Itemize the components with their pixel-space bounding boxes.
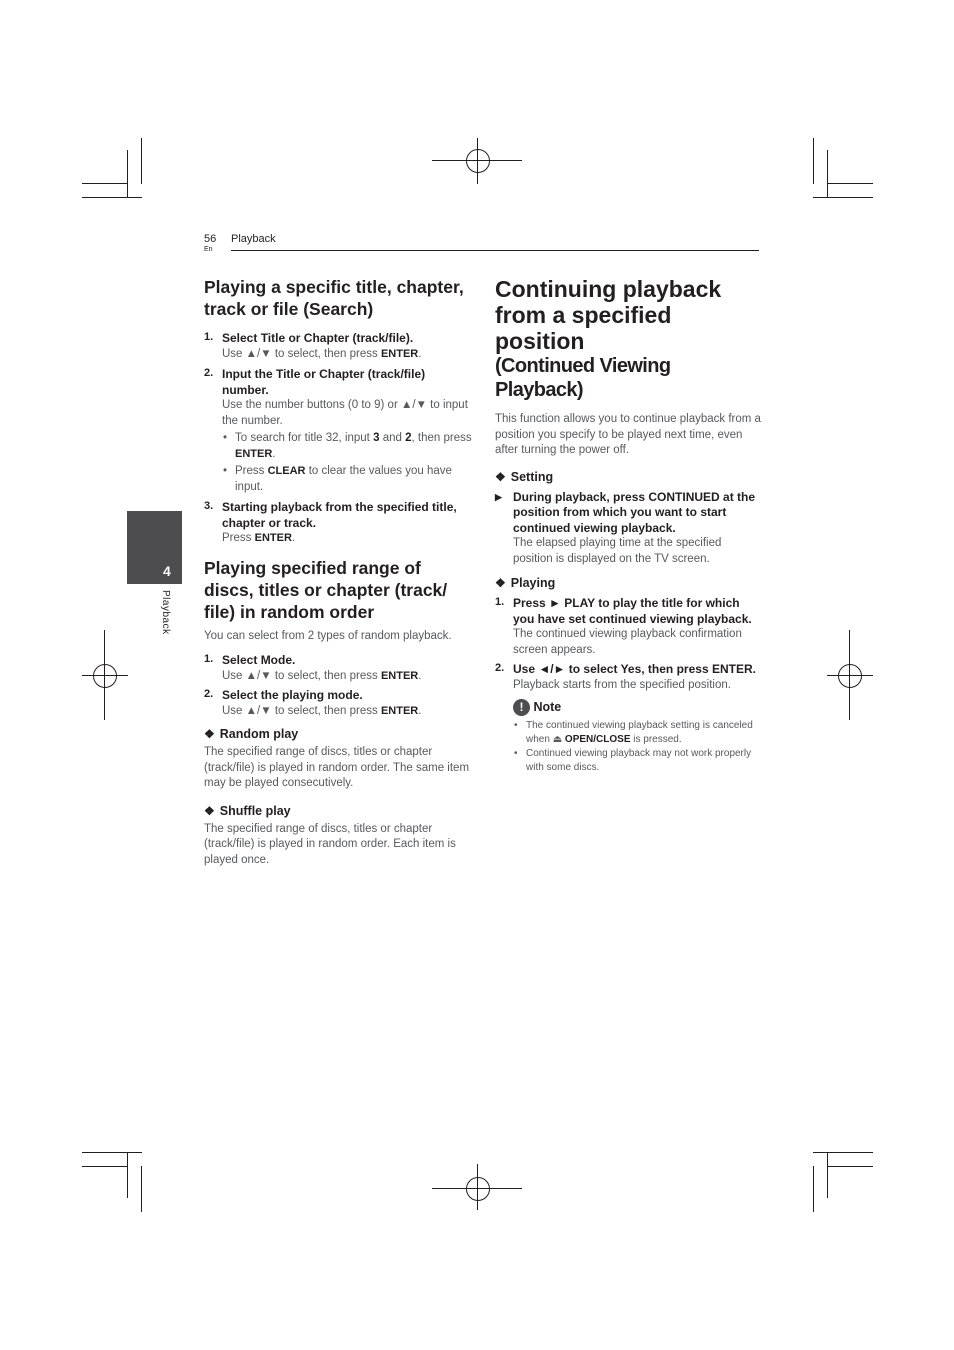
random-heading: Playing specified range of discs, titles or chapter (track/ file) in random order (204, 557, 448, 622)
header-rule (231, 250, 759, 251)
playing-step-1 (495, 596, 761, 658)
step-title: Input the Title or Chapter (track/file) number. (222, 367, 426, 397)
enter-key: ENTER (380, 669, 419, 682)
crop-mark (813, 138, 814, 184)
running-header: Playback (231, 233, 276, 245)
step-number: 2. (495, 662, 505, 674)
bullet-text: , then press (411, 432, 472, 444)
crop-mark (127, 150, 128, 197)
step-text: to select, then press (274, 669, 378, 682)
step-title: Select Mode. (222, 653, 296, 667)
main-heading-line-2: from a specified position (495, 302, 672, 354)
note-title: Note (533, 699, 562, 714)
step-number: 1. (495, 596, 505, 608)
main-heading-line-3: (Continued Viewing Playback) (495, 355, 671, 401)
step-text: The continued viewing playback confirmation screen appears. (513, 628, 742, 656)
note-block (495, 699, 761, 775)
four-diamond-icon: ❖ (495, 469, 506, 484)
shuffle-play-title (204, 804, 472, 818)
crop-mark (813, 1166, 814, 1212)
crop-mark (141, 1166, 142, 1212)
crop-mark (813, 197, 873, 198)
random-intro: You can select from 2 types of random playback. (204, 629, 452, 642)
setting-title (495, 470, 761, 484)
crop-mark (127, 1152, 128, 1198)
step-title: Select Title or Chapter (track/file). (222, 331, 414, 345)
enter-key: ENTER (380, 704, 419, 717)
right-triangle-icon: ▶ (495, 491, 502, 502)
random-play-title (204, 727, 472, 741)
playing-step-2 (495, 662, 761, 693)
crop-mark (82, 183, 128, 184)
step-text: Use the number buttons (0 to 9) or (222, 399, 398, 411)
note-item: • Continued viewing playback may not work properly with some discs. (514, 748, 752, 773)
up-down-arrows-icon: ▲/▼ (245, 704, 272, 717)
registration-circle (93, 664, 117, 688)
section-title-text: Setting (510, 469, 554, 484)
crop-mark (82, 1166, 128, 1167)
search-heading: Playing a specific title, chapter, track or file (Search) (204, 277, 464, 319)
step-number: 3. (204, 500, 214, 512)
chapter-number: 4 (163, 563, 171, 579)
note-text: The continued viewing playback setting is canceled when (526, 720, 753, 745)
step-text: Use (222, 347, 243, 360)
crop-mark (82, 197, 142, 198)
random-play-text: The specified range of discs, titles or chapter (track/file) is played in random order. The same item may be played consecutively. (204, 746, 470, 789)
note-text: Continued viewing playback may not work properly with some discs. (526, 748, 752, 773)
chapter-tab (127, 511, 182, 584)
crop-mark (813, 1152, 873, 1153)
step-title: During playback, press CONTINUED at the position from which you want to start continued viewing playback. (513, 489, 756, 535)
section-title-text: Playing (510, 576, 556, 590)
note-text: is pressed. (633, 734, 682, 745)
registration-circle (466, 1177, 490, 1201)
bullet-key: 2 (405, 432, 412, 444)
step-text: Use (222, 669, 243, 682)
four-diamond-icon: ❖ (495, 576, 506, 590)
left-column (204, 276, 472, 868)
registration-circle (466, 149, 490, 173)
eject-icon: ⏏ (552, 734, 563, 745)
step-title: Press ► PLAY to play the title for which you have set continued viewing playback. (513, 596, 752, 626)
up-down-arrows-icon: ▲/▼ (245, 347, 272, 360)
crop-mark (82, 1152, 142, 1153)
clear-key: CLEAR (267, 465, 306, 477)
open-close-key: OPEN/CLOSE (564, 734, 631, 745)
intro-text: This function allows you to continue playback from a position you specify to be played next time, even after turning the power off. (495, 413, 761, 456)
up-down-arrows-icon: ▲/▼ (245, 669, 272, 682)
step-title: Select the playing mode. (222, 688, 363, 702)
section-title-text: Random play (219, 727, 299, 741)
step-text: to select, then press (274, 347, 378, 360)
step-number: 1. (204, 331, 214, 343)
step-text: to input the number. (222, 399, 468, 427)
bullet-key: 3 (373, 432, 380, 444)
bullet-text: To search for title 32, input (235, 432, 370, 444)
note-item: • The continued viewing playback setting is canceled when ⏏ OPEN/CLOSE is pressed. (514, 720, 753, 745)
crop-mark (827, 150, 828, 197)
bullet-item: • Press CLEAR to clear the values you have input. (223, 465, 452, 493)
main-heading-line-1: Continuing playback (495, 276, 722, 302)
crop-mark (827, 183, 873, 184)
step-text: to select, then press (274, 704, 378, 717)
step-text: Use (222, 704, 243, 717)
step-text: Press (222, 532, 252, 544)
setting-step (495, 490, 761, 568)
bullet-text: and (382, 432, 402, 444)
bullet-text: to clear the values you have input. (235, 465, 452, 493)
exclamation-icon: ! (513, 699, 530, 716)
crop-mark (827, 1166, 873, 1167)
random-step-2: 2. Select the playing mode. Use ▲/▼ to select, then press ENTER. (204, 688, 472, 719)
language-code: En (204, 246, 213, 253)
step-title: Starting playback from the specified title, chapter or track. (222, 500, 457, 530)
search-step-1: 1. Select Title or Chapter (track/file). Use ▲/▼ to select, then press ENTER. (204, 331, 472, 362)
bullet-item: • To search for title 32, input 3 and 2, then press ENTER. (223, 432, 472, 460)
playing-title (495, 576, 761, 590)
step-text: The elapsed playing time at the specified position is displayed on the TV screen. (513, 537, 722, 565)
step-number: 2. (204, 367, 214, 379)
enter-key: ENTER (380, 347, 419, 360)
section-title-text: Shuffle play (219, 803, 291, 818)
registration-circle (838, 664, 862, 688)
shuffle-play-text: The specified range of discs, titles or chapter (track/file) is played in random order. Each item is played once. (204, 822, 456, 866)
up-down-arrows-icon: ▲/▼ (401, 399, 427, 411)
chapter-label: Playback (160, 590, 171, 635)
enter-key: ENTER (235, 447, 273, 460)
step-title: Use ◄/► to select Yes, then press ENTER. (513, 662, 756, 676)
four-diamond-icon: ❖ (204, 727, 215, 741)
four-diamond-icon: ❖ (204, 803, 215, 818)
search-step-3: 3. Starting playback from the specified title, chapter or track. Press ENTER. (204, 500, 472, 547)
search-step-2 (204, 367, 472, 495)
step-number: 2. (204, 688, 214, 700)
step-number: 1. (204, 653, 214, 665)
random-step-1: 1. Select Mode. Use ▲/▼ to select, then press ENTER. (204, 653, 472, 684)
enter-key: ENTER (254, 532, 292, 544)
page-number: 56 (204, 233, 217, 245)
right-column (495, 276, 761, 775)
bullet-text: Press (235, 465, 265, 477)
crop-mark (827, 1152, 828, 1198)
step-text: Playback starts from the specified position. (513, 678, 731, 691)
crop-mark (141, 138, 142, 184)
